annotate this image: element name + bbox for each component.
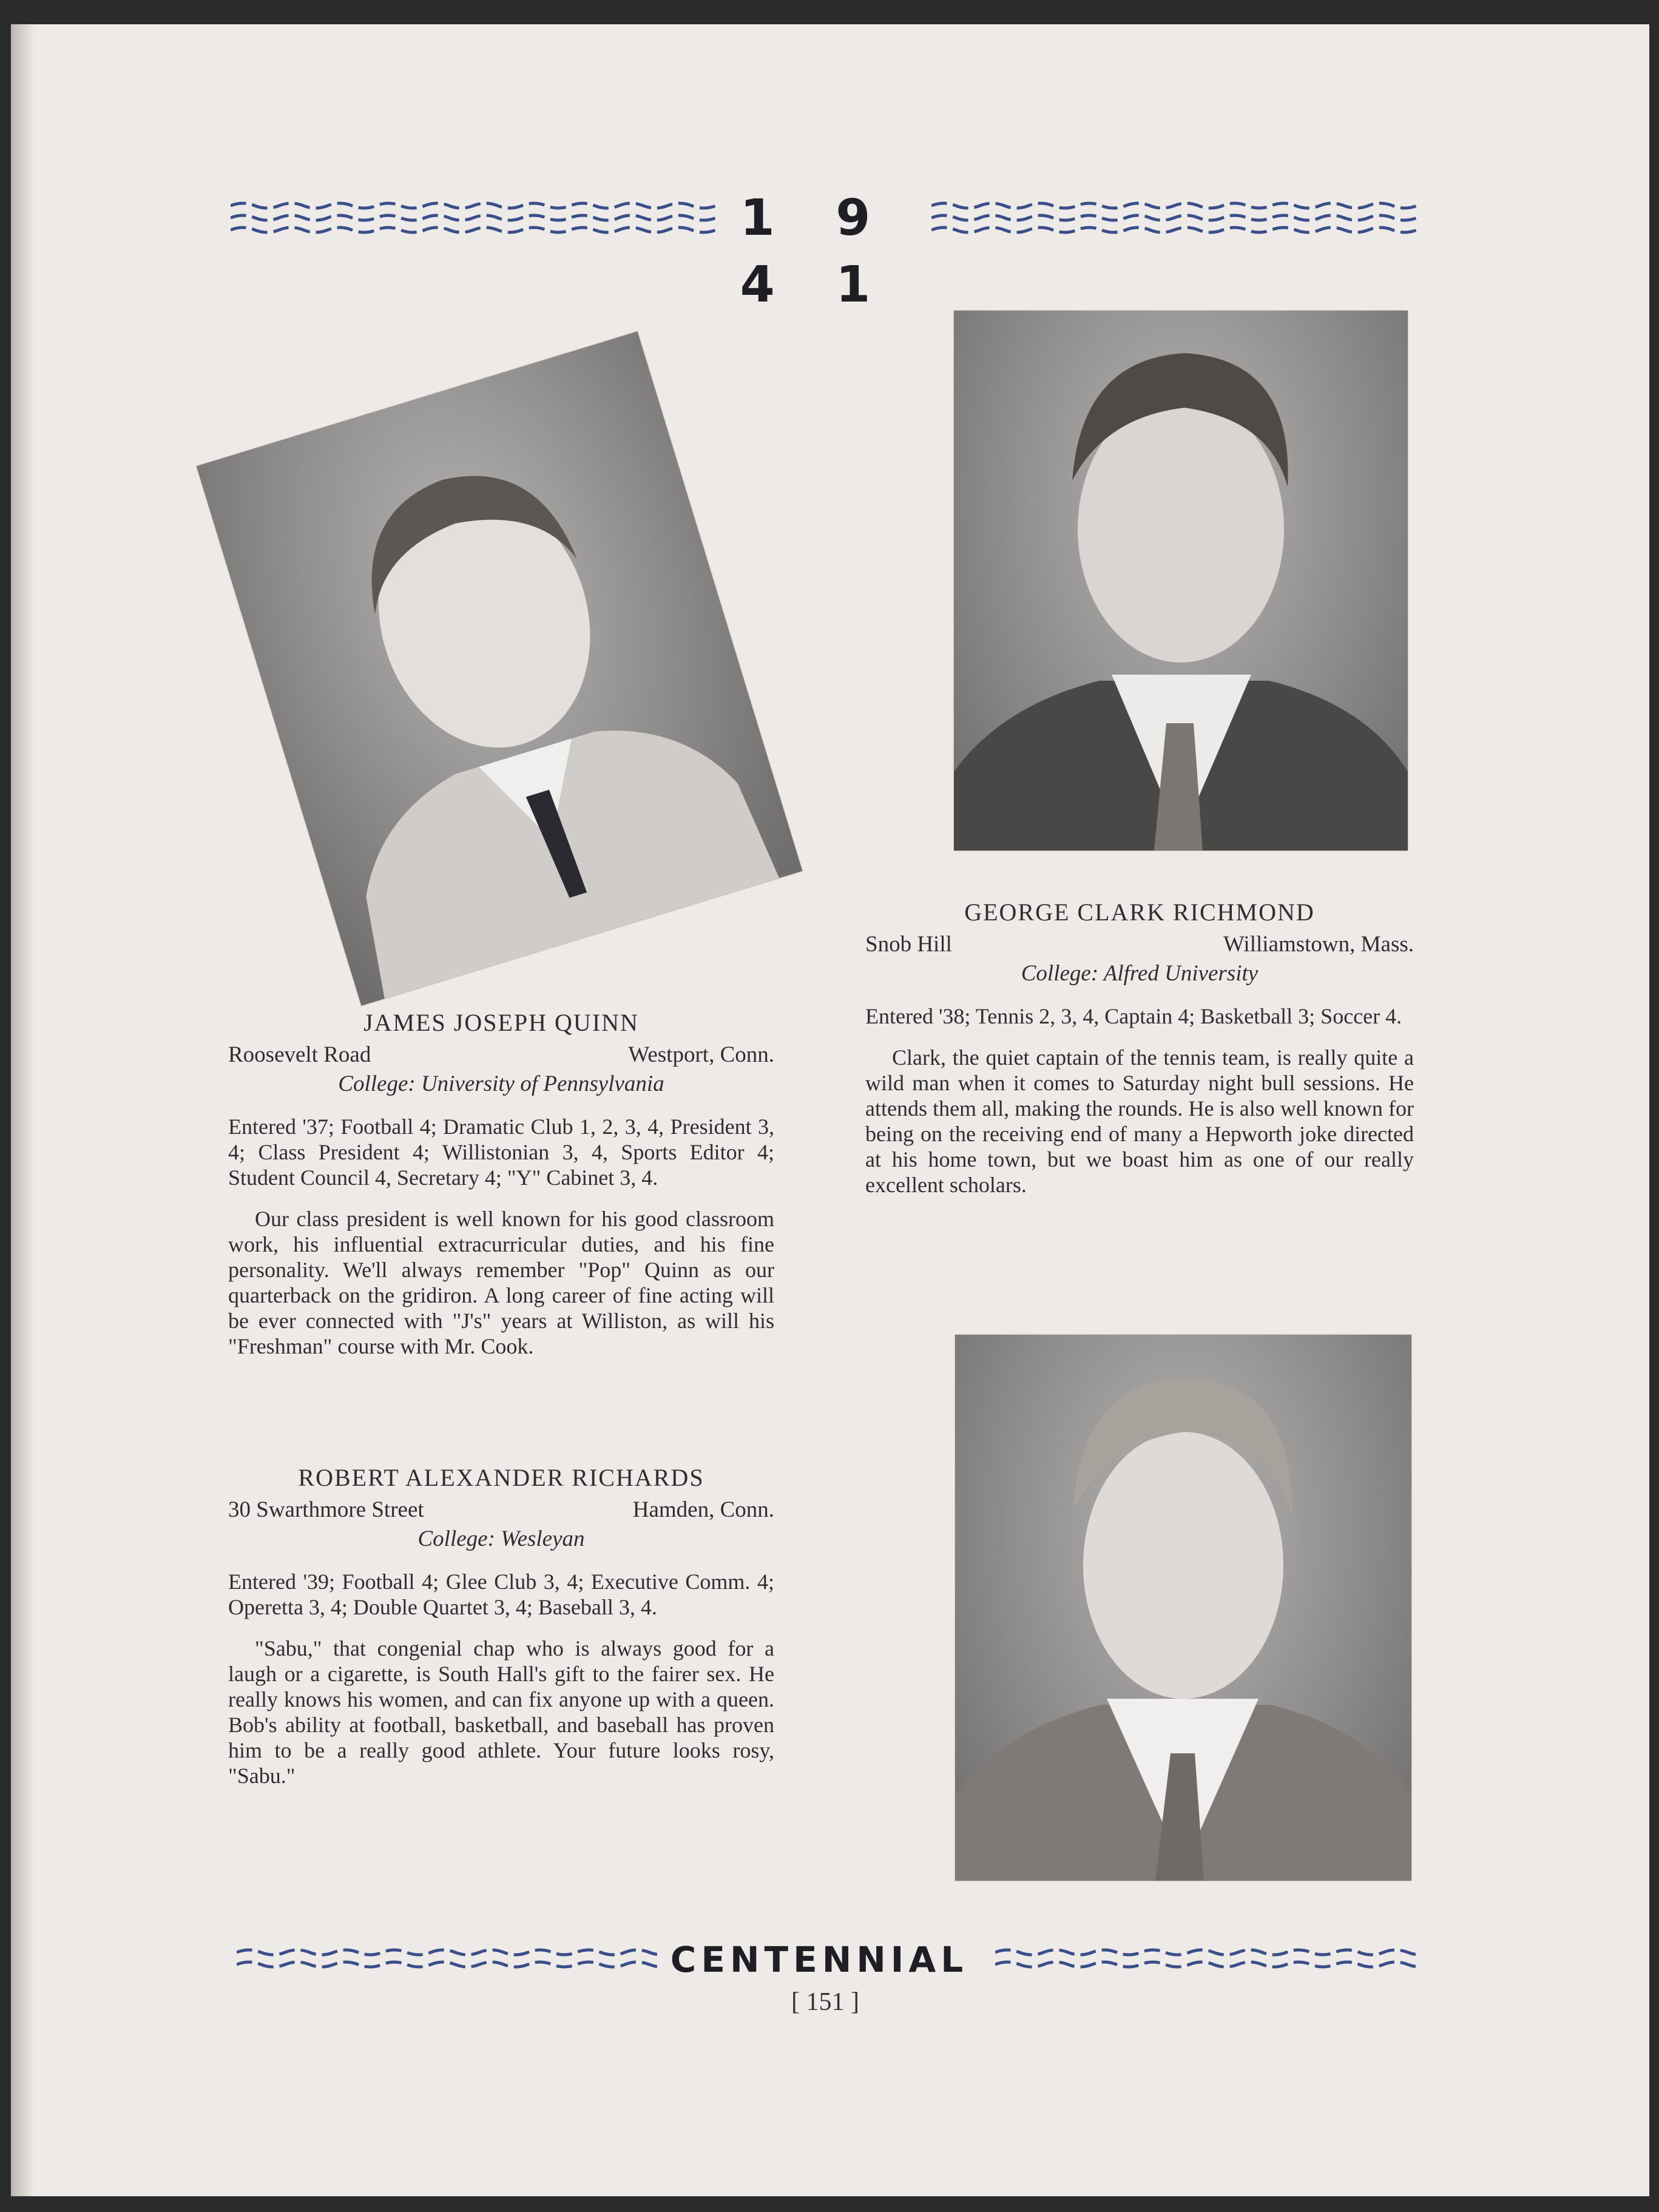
senior-name: GEORGE CLARK RICHMOND [964,899,1315,926]
header-wave-ornament-right [931,197,1417,240]
senior-blurb: Our class president is well known for his good classroom work, his influential extracurricular duties, and his fine personality. We'll always remember "Pop" Quinn as our quarterback on the gridiron. A long career of fine acting will be ever connected with "J's" years at Williston, as will his "Freshman" course with Mr. Cook. [228,1207,774,1358]
footer-wave-ornament-right [995,1940,1420,1983]
college-name: Alfred University [1103,961,1259,986]
senior-address [865,931,1414,959]
footer-wave-ornament-left [237,1940,661,1983]
senior-entry-richards [228,1462,774,1789]
senior-activities-record: Entered '39; Football 4; Glee Club 3, 4; Executive Comm. 4; Operetta 3, 4; Double Quartet 3, 4; Baseball 3, 4. [228,1570,774,1619]
college-label: College: [338,1071,416,1096]
senior-college [228,1524,774,1554]
senior-name: ROBERT ALEXANDER RICHARDS [298,1464,704,1491]
senior-street: Roosevelt Road [228,1042,371,1067]
senior-address [228,1496,774,1524]
page-year-heading: 1 9 4 1 [740,189,893,314]
header-wave-ornament-left [231,197,716,240]
footer-yearbook-title: CENTENNIAL [670,1939,968,1980]
senior-street: 30 Swarthmore Street [228,1497,424,1522]
portrait-photo-richmond [954,311,1408,851]
senior-activities-record: Entered '37; Football 4; Dramatic Club 1, 2, 3, 4, President 3, 4; Class President 4; Willistonian 3, 4, Sports Editor 4; Student Council 4, Secretary 4; "Y" Cabinet 3, 4. [228,1114,774,1190]
senior-entry-quinn [228,1007,774,1359]
college-name: Wesleyan [501,1526,585,1551]
college-label: College: [417,1526,495,1551]
senior-entry-richmond [865,897,1414,1198]
senior-activities-record: Entered '38; Tennis 2, 3, 4, Captain 4; Basketball 3; Soccer 4. [865,1004,1402,1028]
portrait-photo-richards [955,1335,1411,1881]
page-number: [ 151 ] [791,1988,859,2016]
senior-name: JAMES JOSEPH QUINN [363,1009,639,1036]
senior-town: Westport, Conn. [628,1042,774,1067]
senior-blurb: Clark, the quiet captain of the tennis team, is really quite a wild man when it comes to Saturday night bull sessions. He attends them all, making the rounds. He is also well known for being on the receiving end of many a Hepworth joke directed at his home town, but we boast him as one of our really excellent scholars. [865,1045,1414,1197]
senior-college [228,1069,774,1099]
senior-town: Hamden, Conn. [632,1497,774,1522]
page-binding-shadow [11,24,35,2196]
senior-blurb: "Sabu," that congenial chap who is always good for a laugh or a cigarette, is South Hall's gift to the fairer sex. He really knows his women, and can fix anyone up with a queen. Bob's ability at football, basketball, and baseball has proven him to be a really good athlete. Your future looks rosy, "Sabu." [228,1636,774,1788]
college-name: University of Pennsylvania [421,1071,664,1096]
senior-address [228,1041,774,1069]
college-label: College: [1021,961,1099,986]
senior-town: Williamstown, Mass. [1223,932,1414,957]
senior-college [865,959,1414,989]
senior-street: Snob Hill [865,932,952,957]
